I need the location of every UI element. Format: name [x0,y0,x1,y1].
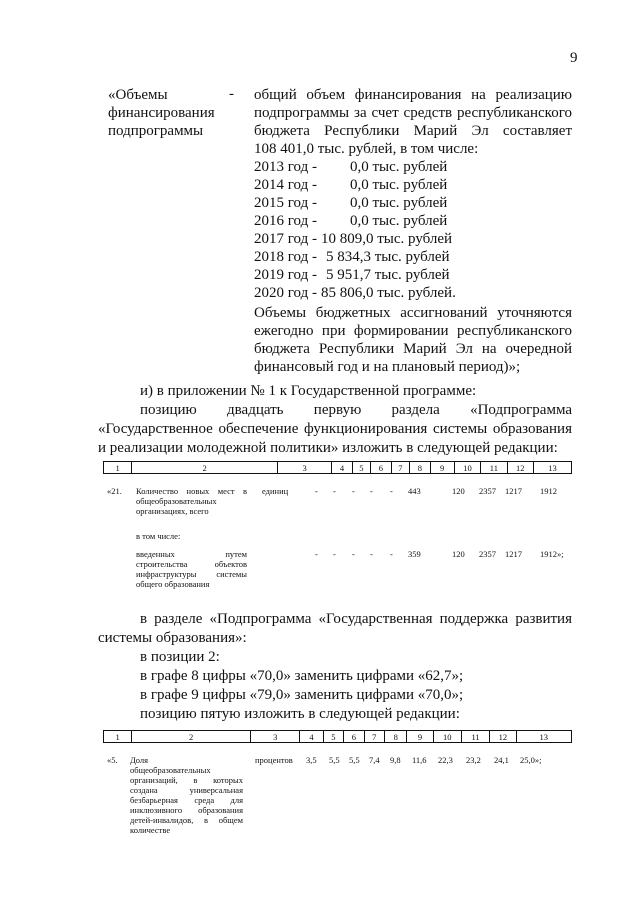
t1-row2-name-3: инфраструктуры системы [136,569,247,579]
col-header: 2 [132,462,278,474]
funding-dash: - [229,86,234,102]
t1-row1-val: 2357 [479,486,496,496]
col-header: 13 [516,731,571,743]
t1-row1-val: 1912 [540,486,557,496]
funding-note-line-1: Объемы бюджетных ассигнований уточняются [254,305,572,321]
t2-row-name-5: безбарьерная среда для [130,795,243,805]
section-line-1: в разделе «Подпрограмма «Государственная поддержка развития [140,611,572,627]
col-header: 4 [300,731,323,743]
page-number: 9 [570,50,578,66]
t1-row1-name-1: Количество новых мест в [136,486,247,496]
t2-row-name-4: создана универсальная [130,785,243,795]
year-label: 2016 год - [254,213,317,229]
t1-row2-val: - [370,549,373,559]
col-header: 1 [104,462,132,474]
t1-row1-val: 443 [408,486,421,496]
funding-note-last: финансовый год и на плановый период)»; [254,359,521,375]
t2-row-val: 24,1 [494,755,509,765]
year-label: 2018 год - [254,249,317,265]
t1-row1-val: - [315,486,318,496]
funding-note-line-3: бюджета Республики Марий Эл на очередной [254,341,572,357]
t1-row1-val: - [390,486,393,496]
col-header: 10 [433,731,461,743]
funding-intro-line-3: бюджета Республики Марий Эл составляет [254,123,572,139]
section-line-6: позицию пятую изложить в следующей редакции: [140,706,460,722]
t1-row2-val: - [315,549,318,559]
t2-row-val: 5,5 [329,755,340,765]
t1-row2-name-1: введенных путем [136,549,247,559]
col-header: 6 [371,462,391,474]
year-amount: 0,0 тыс. рублей [350,213,448,229]
t2-row-val: 9,8 [390,755,401,765]
t1-row2-val: 1217 [505,549,522,559]
col-header: 12 [507,462,533,474]
t2-row-val: 11,6 [412,755,427,765]
col-header: 9 [430,462,454,474]
year-amount: 85 806,0 тыс. рублей. [321,285,456,301]
year-amount: 0,0 тыс. рублей [350,195,448,211]
table2-header [103,730,572,743]
funding-intro-line-1: общий объем финансирования на реализацию [254,87,572,103]
year-label: 2017 год - [254,231,317,247]
t1-row1-val: 120 [452,486,465,496]
col-header: 6 [344,731,364,743]
year-label: 2015 год - [254,195,317,211]
section-line-5: в графе 9 цифры «79,0» заменить цифрами «70,0»; [140,687,464,703]
funding-intro-last: 108 401,0 тыс. рублей, в том числе: [254,141,479,157]
t1-row1-val: - [370,486,373,496]
section-line-2: системы образования»: [98,630,247,646]
year-label: 2019 год - [254,267,317,283]
funding-note-line-2: ежегодно при формировании республиканского [254,323,572,339]
t1-row2-val: - [352,549,355,559]
year-amount: 10 809,0 тыс. рублей [321,231,453,247]
t1-row2-val: - [390,549,393,559]
t1-row2-val: 2357 [479,549,496,559]
col-header: 12 [490,731,516,743]
t2-row-name-1: Доля [130,755,149,765]
t1-row2-val: 1912»; [540,549,564,559]
col-header: 1 [104,731,132,743]
funding-label-line-2: финансирования [108,105,215,121]
col-header: 4 [332,462,352,474]
funding-intro-line-2: подпрограммы за счет средств республиканского [254,105,572,121]
col-header: 3 [251,731,300,743]
t2-row-val: 22,3 [438,755,453,765]
col-header: 7 [391,462,410,474]
t2-row-val: 25,0»; [520,755,542,765]
t2-row-name-8: количестве [130,825,171,835]
t1-row2-name-4: общего образования [136,579,210,589]
t2-row-unit: процентов [255,755,293,765]
col-header: 11 [481,462,507,474]
year-label: 2020 год - [254,285,317,301]
t2-row-name-7: детей-инвалидов, в общем [130,815,243,825]
col-header: 8 [385,731,407,743]
t1-row2-val: - [333,549,336,559]
t1-row1-val: - [333,486,336,496]
para-i-line-2: позицию двадцать первую раздела «Подпрограмма [140,402,572,418]
para-i-line-1: и) в приложении № 1 к Государственной программе: [140,383,477,399]
table1-header [103,461,572,474]
t2-row-val: 7,4 [369,755,380,765]
year-amount: 5 834,3 тыс. рублей [326,249,450,265]
t1-row1-name-2: общеобразовательных [136,496,217,506]
t1-row2-name-2: строительства объектов [136,559,247,569]
col-header: 8 [410,462,430,474]
year-label: 2013 год - [254,159,317,175]
t2-row-name-6: инклюзивного образования [130,805,243,815]
funding-label-line-3: подпрограммы [108,123,204,139]
t1-row1-unit: единиц [262,486,289,496]
t1-row1-num: «21. [107,486,122,496]
year-amount: 0,0 тыс. рублей [350,159,448,175]
col-header: 5 [323,731,343,743]
col-header: 9 [407,731,433,743]
t2-row-val: 23,2 [466,755,481,765]
t1-row2-val: 120 [452,549,465,559]
col-header: 13 [533,462,571,474]
col-header: 11 [461,731,489,743]
funding-label-line-1: «Объемы [108,87,168,103]
year-label: 2014 год - [254,177,317,193]
t1-row1-val: 1217 [505,486,522,496]
col-header: 5 [352,462,371,474]
section-line-3: в позиции 2: [140,649,220,665]
t1-row1-val: - [352,486,355,496]
t1-row2-val: 359 [408,549,421,559]
section-line-4: в графе 8 цифры «70,0» заменить цифрами «62,7»; [140,668,464,684]
col-header: 3 [278,462,332,474]
t2-row-val: 3,5 [306,755,317,765]
col-header: 7 [364,731,384,743]
para-i-line-4: и реализации молодежной политики» изложить в следующей редакции: [98,440,558,456]
t2-row-name-3: организаций, в которых [130,775,243,785]
t2-row-num: «5. [107,755,118,765]
col-header: 2 [132,731,251,743]
para-i-line-3: «Государственное обеспечение функционирования системы образования [98,421,572,437]
t1-including-label: в том числе: [136,531,181,541]
year-amount: 0,0 тыс. рублей [350,177,448,193]
t2-row-val: 5,5 [349,755,360,765]
t2-row-name-2: общеобразовательных [130,765,211,775]
col-header: 10 [454,462,480,474]
year-amount: 5 951,7 тыс. рублей [326,267,450,283]
t1-row1-name-3: организациях, всего [136,506,209,516]
